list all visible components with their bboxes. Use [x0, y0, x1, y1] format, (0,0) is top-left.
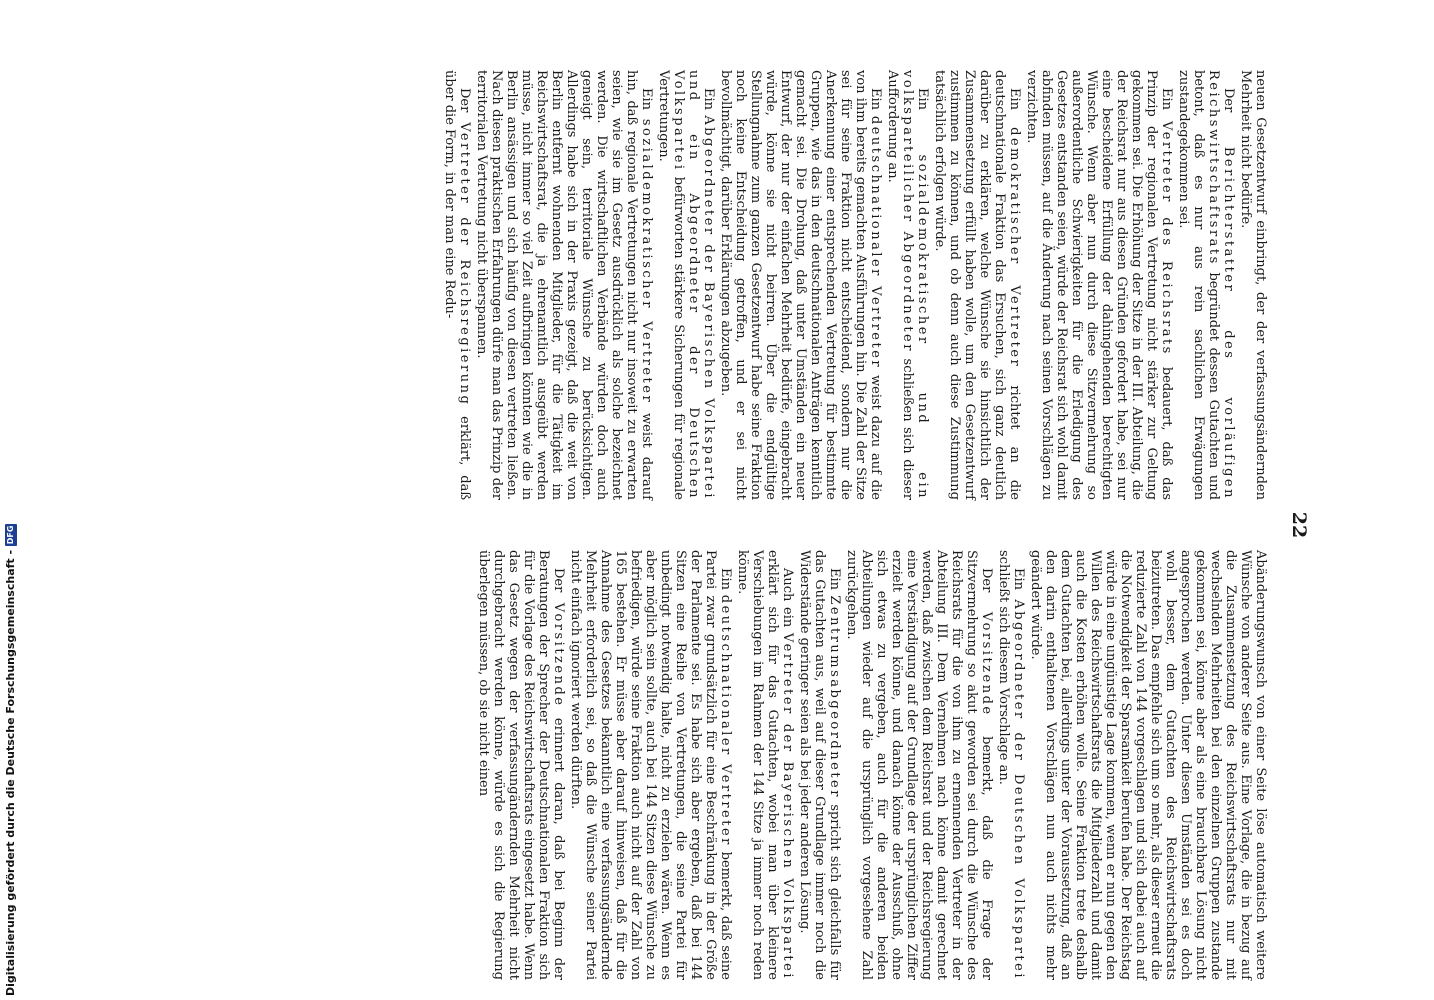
paragraph [476, 550, 566, 980]
paragraph [735, 550, 795, 980]
paragraph-lead: Der [1221, 88, 1236, 113]
dfg-logo-icon: DFG [5, 525, 15, 545]
scanned-page [120, 70, 1310, 980]
paragraph-text: schließen sich dieser Aufforderung an. [885, 70, 915, 500]
paragraph [656, 70, 716, 500]
page-number: 22 [1288, 511, 1310, 539]
paragraph [1028, 550, 1268, 980]
paragraph [1176, 70, 1236, 500]
paragraph-text: neuen Gesetzentwurf einbringt, der der verfassungsändernden Mehrheit nicht bedürfe. [1238, 70, 1268, 500]
paragraph-text: schließt sich diesem Vorschlage an. [996, 550, 1011, 785]
paragraph-lead: Der [457, 88, 472, 113]
paragraph-text: erklärt sich für das Gutachten, wobei man über kleinere Verschiebungen im Rahmen der 144 Sitze ja immer noch reden könne. [735, 550, 780, 980]
paragraph [718, 70, 883, 500]
speaker-name: demokratischer Vertreter [1007, 127, 1022, 369]
digitization-credit [4, 524, 17, 996]
speaker-name: deutschnationaler Vertreter [868, 115, 883, 370]
speaker-name: Vorsitzende [979, 611, 994, 717]
paragraph-text: bemerkt, daß die Frage der Sitzvermehrung so akut geworden sei durch die Wünsche des Reichsrats für die von ihm zu ernennenden Vertreter in der Abteilung III. Dem Vernehmen nach könne damit gerechnet werden, daß zwischen dem Reichsrat und der Reichsregierung eine Verständigung auf der Grundlage der ursprünglichen Ziffer erzielt werden könne, und danach könne der Ausschuß, ohne sich etwas zu vergeben, auch für die anderen beiden Abteilungen wieder auf die ursprünglich vorgesehene Zahl zurückgehen. [844, 550, 994, 980]
paragraph-text: bemerkt, daß seine Partei zwar grundsätzlich für eine Beschränkung in der Größe der Parlamente sei. Es habe sich aber ergeben, daß bei 144 Sitzen eine Reihe von Vertretungen, die seine Partei für unbedingt notwendig halte, nicht zu erzielen wären. Wenn es aber möglich sein sollte, auch bei 144 Sitzen diese Wünsche zu befriedigen, würde seine Fraktion auch nicht auf der Zahl von 165 bestehen. Er müsse aber darauf hinweisen, daß für die Annahme des Gesetzes bekanntlich eine verfassungsändernde Mehrheit erforderlich sei, so daß die Wünsche seiner Partei nicht einfach ignoriert werden dürften. [568, 550, 733, 980]
speaker-name: sozialdemokratischer Vertreter [639, 118, 654, 405]
speaker-name: Abgeordneter der Deutschen Volkspartei [1011, 599, 1026, 980]
speaker-name: Zentrumsabgeordneter [827, 595, 842, 799]
speaker-name: Vertreter der Reichsregierung [457, 122, 472, 407]
paragraph-lead: Auch ein [780, 568, 795, 628]
paragraph-text: bedauert, daß das Prinzip der regionalen Vertretung nicht stärker zur Geltung gekommen sei. Die Erhöhung der Sitze in der III. Abteilung, die der Reichsrat nur aus diesen Gründen gefordert habe, sei nur eine bescheidene Erfüllung der dahingehenden berechtigten Wünsche. Wenn aber nun durch diese Sitzvermehrung so außerordentliche Schwierigkeiten für die Erledigung des Gesetzes entstanden seien, würde der Reichsrat sich wohl damit abfinden müssen, auf die Änderung nach seinen Vorschlägen zu verzichten. [1024, 70, 1174, 500]
speaker-name: Abgeordneter der Bayerischen Volkspartei und ein Abgeordneter der Deutschen Volkspartei [671, 70, 716, 500]
paragraph [442, 70, 472, 500]
left-column [442, 70, 1268, 500]
paragraph [996, 550, 1026, 980]
paragraph [1024, 70, 1174, 500]
paragraph [568, 550, 733, 980]
paragraph-lead: Ein [915, 88, 930, 111]
credit-text: Digitalisierung gefördert durch die Deutsche Forschungsgemeinschaft - [4, 549, 17, 996]
speaker-name: sozialdemokratischer und ein volksparteilicher Abgeordneter [900, 70, 930, 500]
paragraph-lead: Ein [701, 88, 716, 111]
paragraph-lead: Ein [718, 568, 733, 591]
paragraph-text: Abänderungswunsch von einer Seite löse automatisch weitere Wünsche von anderer Seite aus. Eine Vorlage, die in bezug auf die Zusammensetzung des Reichswirtschaftsrats nur mit wechselnden Mehrheiten bei den einzelnen Gruppen zustande gekommen sei, könne aber als eine brauchbare Lösung nicht angesprochen werden. Unter diesen Umständen sei es doch wohl besser, dem Gutachten des Reichswirtschaftsrats beizutreten. Das empfehle sich um so mehr, als dieser erneut die reduzierte Zahl von 144 vorgeschlagen und sich dabei auch auf die Notwendigkeit der Sparsamkeit berufen habe. Der Reichstag würde in eine ungünstige Lage kommen, wenn er nun gegen den Willen des Reichswirtschaftsrats die Mitgliederzahl und damit auch die Kosten erhöhen wolle. Seine Fraktion trete deshalb dem Gutachten bei, allerdings unter der Voraussetzung, daß an den darin enthaltenen Vorschlägen nun auch nichts mehr geändert würde. [1028, 550, 1268, 980]
paragraph-lead: Ein [868, 88, 883, 111]
speaker-name: Vertreter des Reichsrats [1159, 121, 1174, 356]
speaker-name: Vorsitzende [551, 602, 566, 708]
paragraph [932, 70, 1022, 500]
paragraph-lead: Ein [1011, 568, 1026, 591]
paragraph-text: richtet an die deutschnationale Fraktion das Ersuchen, sich ganz deutlich darüber zu erklären, welche Wünsche sie hinsichtlich der Zusammensetzung erfüllt haben wolle, um den Gesetzentwurf zustimmen zu können, und ob denn auch diese Zustimmung tatsächlich erfolgen würde. [932, 70, 1022, 501]
paragraph [844, 550, 994, 980]
paragraph-text: erinnert daran, daß bei Beginn der Beratungen der Sprecher der Deutschnationalen Fraktion sich für die Vorlage des Reichswirtschaftsrats eingesetzt habe. Wenn das Gesetz wegen der verfassungändernden Mehrheit nicht durchgebracht werden könne, würde es sich die Regierung überlegen müssen, ob sie nicht einen [476, 550, 566, 980]
paragraph-text: begründet dessen Gutachten und betont, daß es nur aus rein sachlichen Erwägungen zustandegekommen sei. [1176, 70, 1221, 500]
paragraph [474, 70, 654, 500]
paragraph [1238, 70, 1268, 500]
paragraph-lead: Ein [1159, 88, 1174, 111]
speaker-name: deutschnationaler Vertreter [718, 594, 733, 847]
paragraph-text: erklärt, daß über die Form, in der man eine Redu- [442, 70, 472, 500]
paragraph-text: weist dazu auf die von ihm bereits gemachten Ausführungen hin. Die Zahl der Sitze sei für seine Fraktion nicht entscheidend, sondern nur die Anerkennung einer entsprechenden Vertretung für bestimmte Gruppen, wie das in den deutschnationalen Anträgen kenntlich gemacht sei. Die Drohung, daß unter Umständen ein neuer Entwurf, der nur der einfachen Mehrheit bedürfe, eingebracht würde, könne sie nicht beirren. Über die endgültige Stellungnahme zum ganzen Gesetzentwurf habe seine Fraktion noch keine Entscheidung getroffen, und er sei nicht bevollmächtigt, darüber Erklärungen abzugeben. [718, 70, 883, 500]
paragraph-lead: Der [979, 568, 994, 593]
paragraph [797, 550, 842, 980]
paragraph-text: spricht sich gleichfalls für das Gutachten aus, weil auf dieser Grundlage immer noch die Widerstände geringer seien als bei jeder anderen Lösung. [797, 550, 842, 981]
speaker-name: Vertreter der Bayerischen Volkspartei [780, 632, 795, 980]
paragraph-lead: Der [551, 568, 566, 593]
paragraph-text: befürworten stärkere Sicherungen für regionale Vertretungen. [656, 70, 686, 500]
paragraph [885, 70, 930, 500]
right-column [476, 550, 1268, 980]
paragraph-lead: Ein [1007, 88, 1022, 111]
paragraph-lead: Ein [827, 568, 842, 591]
paragraph-lead: Ein [639, 88, 654, 111]
paragraph-text: weist darauf hin, daß regionale Vertretungen nicht nur insoweit zu erwarten seien, wie sie im Gesetz ausdrücklich als solche bezeichnet werden. Die wirtschaftlichen Verbände würden doch auch geneigt sein, territoriale Wünsche zu berücksichtigen. Allerdings habe sich in der Praxis gezeigt, daß die weit von Berlin entfernt wohnenden Mitglieder, für die Tätigkeit im Reichswirtschaftsrat, die ja ehrenamtlich ausgeübt werden müsse, nicht immer so viel Zeit aufbringen könnten wie die in Berlin ansässigen und sich häufig von diesen vertreten ließen. Nach diesen praktischen Erfahrungen dürfe man das Prinzip der territorialen Vertretung nicht überspannen. [474, 70, 654, 500]
speaker-name: Berichterstatter des vorläufigen Reichswirtschaftsrats [1206, 70, 1236, 500]
